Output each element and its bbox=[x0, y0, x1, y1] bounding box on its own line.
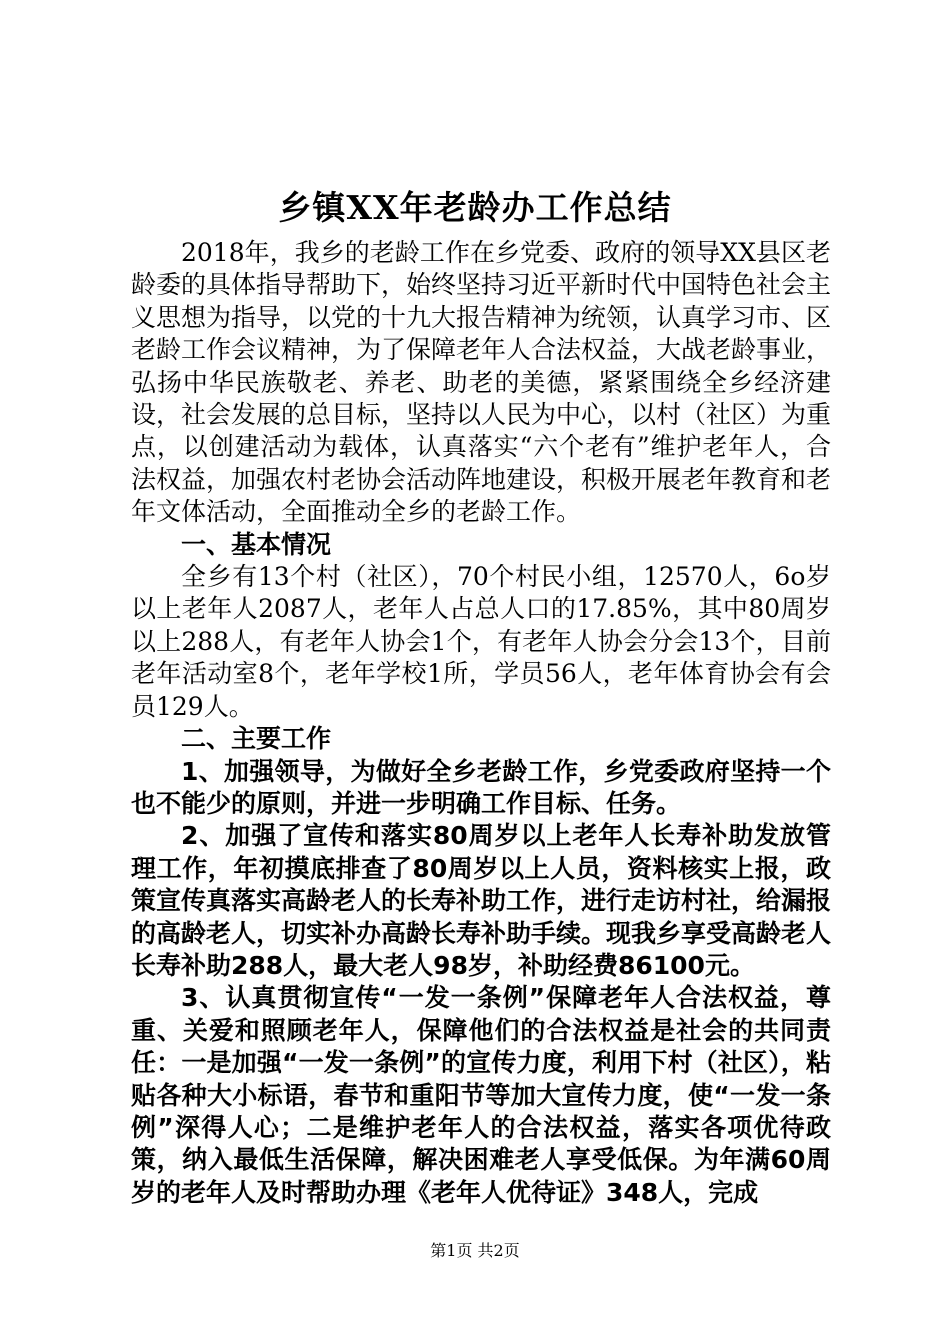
paragraph-work-item-2: 2、加强了宣传和落实80周岁以上老年人长寿补助发放管理工作，年初摸底排查了80周岁以上人员，资料核实上报，政策宣传真落实高龄老人的长寿补助工作，进行走访村社，给漏报的高龄老人，切实补办高龄长寿补助手续。现我乡享受高龄老人长寿补助288人，最大老人98岁，补助经费86100元。 bbox=[131, 821, 832, 980]
section-heading-main-work: 二、主要工作 bbox=[181, 724, 332, 754]
paragraph-basic-situation: 全乡有13个村（社区），70个村民小组，12570人，6o岁以上老年人2087人，老年人占总人口的17.85%，其中80周岁以上288人，有老年人协会1个，有老年人协会分会13个，目前老年活动室8个，老年学校1所，学员56人，老年体育协会有会员129人。 bbox=[131, 562, 831, 721]
page-footer: 第1页 共2页 bbox=[430, 1241, 520, 1260]
paragraph-intro: 2018年，我乡的老龄工作在乡党委、政府的领导XX县区老龄委的具体指导帮助下，始终坚持习近平新时代中国特色社会主义思想为指导，以党的十九大报告精神为统领，认真学习市、区老龄工作会议精神，为了保障老年人合法权益，大战老龄事业，弘扬中华民族敬老、养老、助老的美德，紧紧围绕全乡经济建设，社会发展的总目标，坚持以人民为中心，以村（社区）为重点，以创建活动为载体，认真落实“六个老有”维护老年人，合法权益，加强农村老协会活动阵地建设，积极开展老年教育和老年文体活动，全面推动全乡的老龄工作。 bbox=[131, 238, 832, 527]
paragraph-work-item-3: 3、认真贯彻宣传“一发一条例”保障老年人合法权益，尊重、关爱和照顾老年人，保障他们的合法权益是社会的共同责任：一是加强“一发一条例”的宣传力度，利用下村（社区），粘贴各种大小标语，春节和重阳节等加大宣传力度，使“一发一条例”深得人心；二是维护老年人的合法权益，落实各项优待政策，纳入最低生活保障，解决困难老人享受低保。为年满60周岁的老年人及时帮助办理《老年人优待证》348人，完成 bbox=[131, 983, 831, 1207]
section-heading-basic-situation: 一、基本情况 bbox=[181, 529, 332, 559]
paragraph-work-item-1: 1、加强领导，为做好全乡老龄工作，乡党委政府坚持一个也不能少的原则，并进一步明确工作目标、任务。 bbox=[131, 756, 831, 818]
document-body bbox=[131, 237, 831, 1209]
document-title: 乡镇XX年老龄办工作总结 bbox=[278, 188, 672, 227]
